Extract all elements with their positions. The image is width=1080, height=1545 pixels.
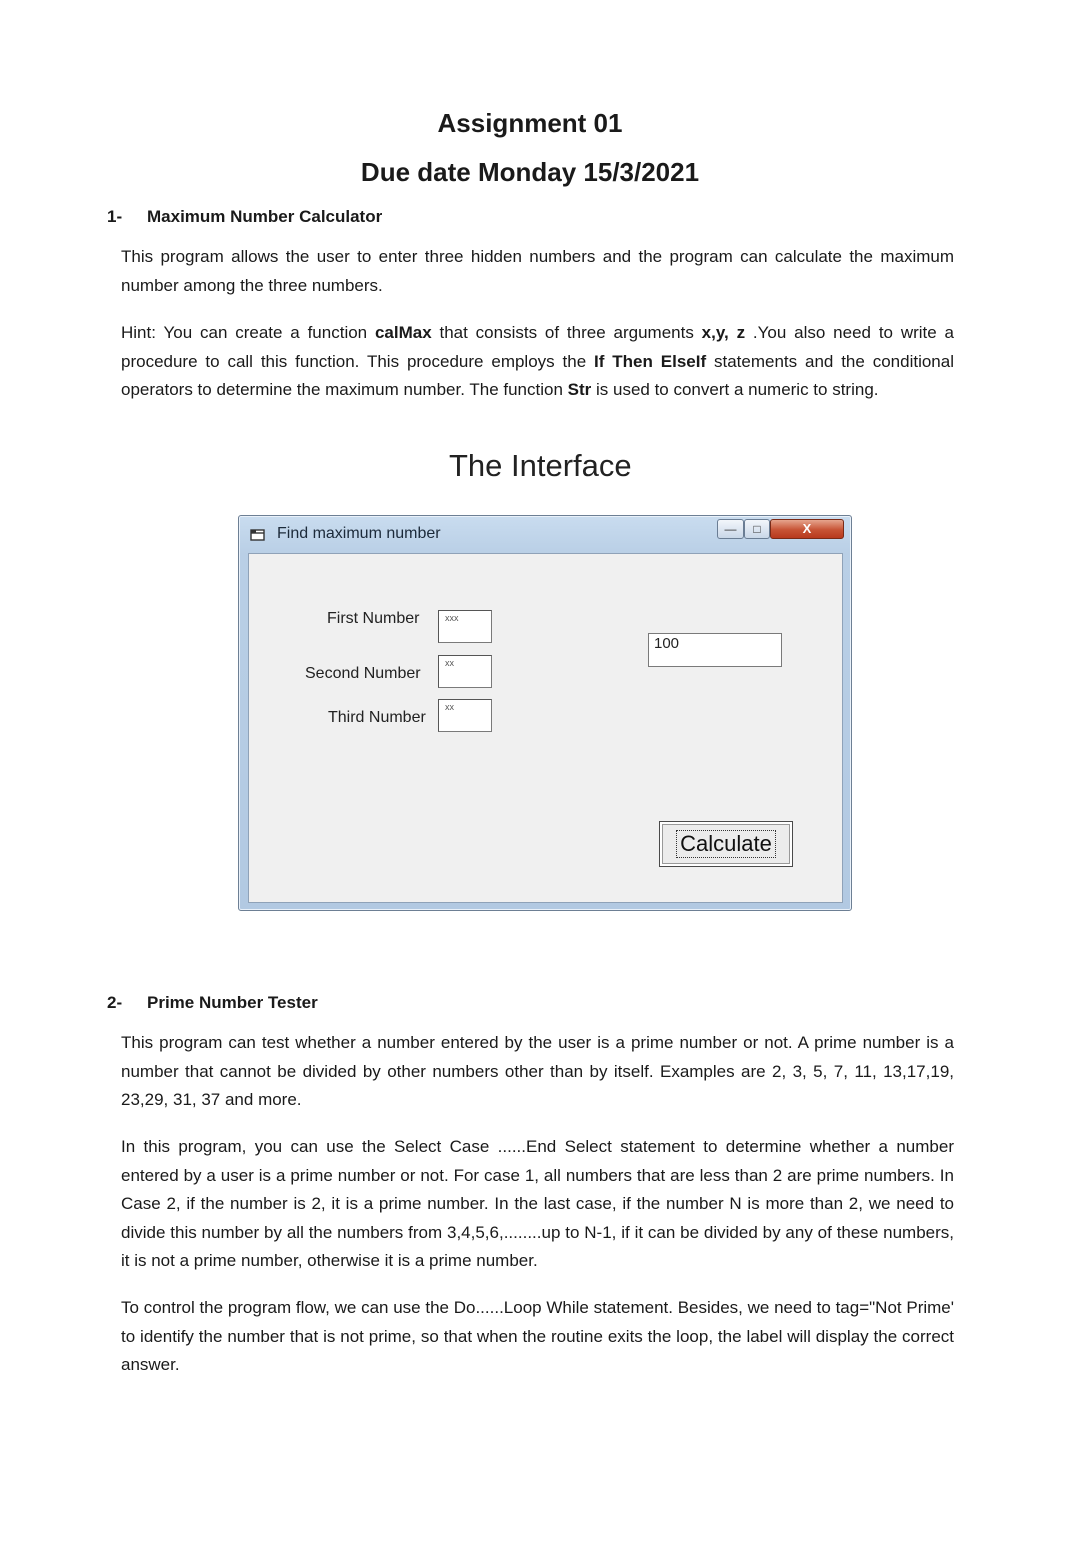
section-1-number: 1- — [107, 207, 123, 226]
result-textbox[interactable]: 100 — [648, 633, 782, 667]
hint-text: statements and the conditional operators to determine the maximum number. The function — [121, 351, 954, 399]
interface-heading: The Interface — [449, 448, 632, 483]
section-2-select-case: In this program, you can use the Select Case ......End Select statement to determine whether a number entered by a user is a prime number or not. For case 1, all numbers that are less than 2 are prime numbers. In Case 2, if the number is 2, it is a prime number. In the last case, if the number N is more than 2, we need to divide this number by all the numbers from 3,4,5,6,........up to N-1, if it can be divided by any of these numbers, it is not a prime number, otherwise it is a prime number. — [121, 1137, 954, 1270]
document-title: Assignment 01 — [437, 108, 623, 138]
form-client-area — [248, 553, 843, 903]
window-title: Find maximum number — [277, 525, 441, 542]
calculate-button-label: Calculate — [676, 830, 776, 858]
section-2-description: This program can test whether a number entered by the user is a prime number or not. A prime number is a number that cannot be divided by other numbers other than by itself. Examples are 2, 3, 5, 7, 11, 13,17,19, 23,29, 31, 37 and more. — [121, 1033, 954, 1109]
maximize-button[interactable]: □ — [744, 519, 770, 539]
first-number-label: First Number — [327, 610, 420, 627]
due-date: Due date Monday 15/3/2021 — [360, 157, 700, 187]
hint-text: Hint: You can create a function — [121, 323, 375, 342]
hint-statement: If Then ElseIf — [594, 351, 707, 371]
calculate-button[interactable] — [659, 821, 793, 867]
third-number-input[interactable]: xx — [438, 699, 492, 732]
app-window — [238, 515, 852, 911]
section-2-number: 2- — [107, 993, 123, 1012]
section-2-title: Prime Number Tester — [147, 993, 318, 1012]
window-app-icon — [250, 528, 266, 542]
section-1-description: This program allows the user to enter three hidden numbers and the program can calculate the maximum number among the three numbers. — [121, 247, 954, 295]
hint-text: that consists of three arguments — [431, 323, 702, 342]
hint-function-name: calMax — [374, 323, 432, 342]
close-button[interactable]: X — [770, 519, 844, 539]
section-2-heading — [107, 993, 318, 1013]
hint-text: .You also need to write a procedure to call this function. This procedure employs the — [121, 323, 955, 371]
second-number-label: Second Number — [305, 665, 421, 682]
hint-text: is used to convert a numeric to string. — [591, 380, 879, 399]
minimize-button[interactable]: — — [717, 519, 744, 539]
section-1-hint — [121, 319, 954, 405]
second-number-input[interactable]: xx — [438, 655, 492, 688]
third-number-label: Third Number — [328, 709, 426, 726]
first-number-input[interactable]: xxx — [438, 610, 492, 643]
hint-str-function: Str — [567, 380, 592, 399]
hint-arguments: x,y, z — [701, 323, 746, 342]
section-1-heading — [107, 207, 382, 227]
section-2-loop: To control the program flow, we can use the Do......Loop While statement. Besides, we need to tag="Not Prime' to identify the number that is not prime, so that when the routine exits the loop, the label will display the correct answer. — [121, 1298, 954, 1374]
section-1-title: Maximum Number Calculator — [147, 207, 383, 226]
